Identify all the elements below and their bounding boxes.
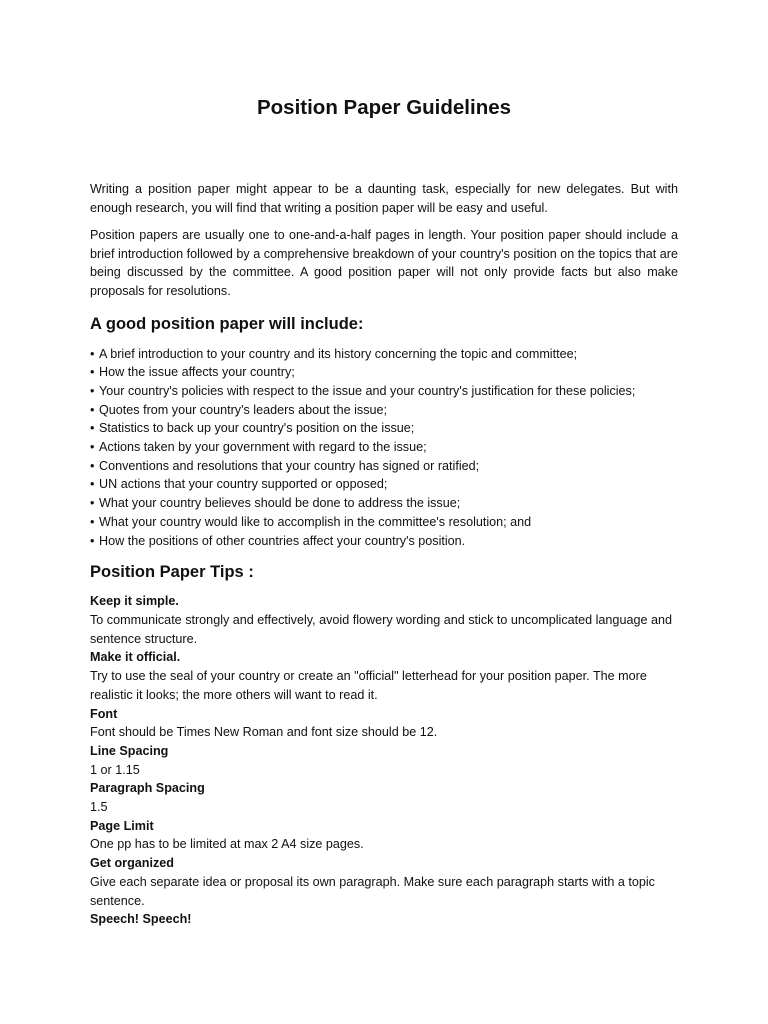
include-list-item xyxy=(90,457,678,476)
include-item-text: Conventions and resolutions that your country has signed or ratified; xyxy=(99,458,480,473)
tip-body: Try to use the seal of your country or create an "official" letterhead for your position paper. The more realistic it looks; the more others will want to read it. xyxy=(90,669,647,702)
include-item-text: How the positions of other countries affect your country's position. xyxy=(99,533,466,548)
include-list-item xyxy=(90,419,678,438)
bullet-icon: • xyxy=(90,365,95,380)
include-list-item xyxy=(90,345,678,364)
include-item-text: What your country believes should be done to address the issue; xyxy=(99,496,461,511)
bullet-icon: • xyxy=(90,458,95,473)
include-item-text: What your country would like to accomplish in the committee's resolution; and xyxy=(99,514,532,529)
intro-paragraph: Position papers are usually one to one-and-a-half pages in length. Your position paper should include a brief introduction followed by a comprehensive breakdown of your country's position on the topics that are being discussed by the committee. A good position paper will not only provide facts but also make proposals for resolutions. xyxy=(90,228,678,298)
tip-title: Speech! Speech! xyxy=(90,912,192,927)
bullet-icon: • xyxy=(90,514,95,529)
bullet-icon: • xyxy=(90,383,95,398)
bullet-icon: • xyxy=(90,440,95,455)
include-item-text: Statistics to back up your country's position on the issue; xyxy=(99,421,415,436)
tip-title: Make it official. xyxy=(90,650,181,665)
tip-body: 1.5 xyxy=(90,800,108,815)
tip-body: Font should be Times New Roman and font size should be 12. xyxy=(90,725,438,740)
tip-title: Keep it simple. xyxy=(90,594,179,609)
intro-paragraph: Writing a position paper might appear to be a daunting task, especially for new delegates. But with enough research, you will find that writing a position paper will be easy and useful. xyxy=(90,182,678,215)
bullet-icon: • xyxy=(90,346,95,361)
include-item-text: UN actions that your country supported or opposed; xyxy=(99,477,388,492)
include-list-item xyxy=(90,532,678,551)
tip-title: Font xyxy=(90,706,118,721)
tips-list xyxy=(90,592,678,929)
bullet-icon: • xyxy=(90,477,95,492)
bullet-icon: • xyxy=(90,533,95,548)
include-list-item xyxy=(90,494,678,513)
include-list xyxy=(90,345,678,551)
tip-body: Give each separate idea or proposal its own paragraph. Make sure each paragraph starts with a topic sentence. xyxy=(90,874,655,908)
bullet-icon: • xyxy=(90,421,95,436)
tip-body: One pp has to be limited at max 2 A4 size pages. xyxy=(90,837,364,852)
include-list-item xyxy=(90,363,678,382)
include-item-text: Your country's policies with respect to the issue and your country's justification for these policies; xyxy=(99,383,636,398)
include-list-item xyxy=(90,438,678,457)
include-heading: A good position paper will include: xyxy=(90,314,364,333)
tip-body: 1 or 1.15 xyxy=(90,762,140,777)
bullet-icon: • xyxy=(90,402,95,417)
include-item-text: Quotes from your country's leaders about the issue; xyxy=(99,402,388,417)
document-title: Position Paper Guidelines xyxy=(256,96,512,119)
tip-title: Page Limit xyxy=(90,818,154,833)
tip-title: Line Spacing xyxy=(90,743,169,758)
bullet-icon: • xyxy=(90,496,95,511)
include-list-item xyxy=(90,382,678,401)
include-list-item xyxy=(90,513,678,532)
include-list-item xyxy=(90,475,678,494)
tip-title: Get organized xyxy=(90,856,174,871)
include-item-text: How the issue affects your country; xyxy=(99,365,295,380)
document-content xyxy=(90,94,678,929)
tip-title: Paragraph Spacing xyxy=(90,781,205,796)
tip-body: To communicate strongly and effectively, avoid flowery wording and stick to uncomplicated language and sentence structure. xyxy=(90,613,672,646)
include-item-text: A brief introduction to your country and its history concerning the topic and committee; xyxy=(99,346,578,361)
tips-heading: Position Paper Tips : xyxy=(90,563,254,582)
include-item-text: Actions taken by your government with regard to the issue; xyxy=(99,440,427,455)
include-list-item xyxy=(90,401,678,420)
